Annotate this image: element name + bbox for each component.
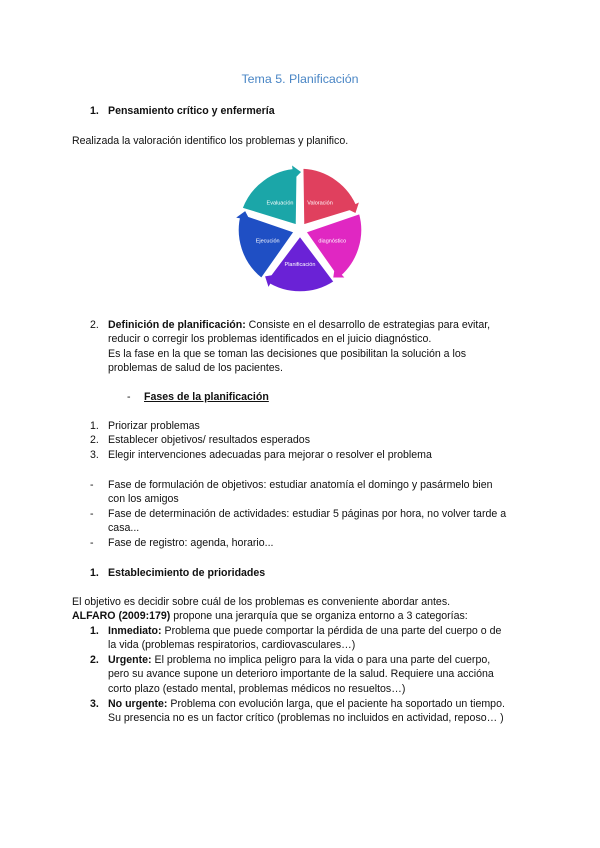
alfaro-reference: ALFARO (2009:179): [72, 610, 171, 622]
section-1-heading: Pensamiento crítico y enfermería: [108, 105, 275, 117]
alfaro-text: propone una jerarquía que se organiza entorno a 3 categorías:: [170, 610, 468, 622]
step-3-text: Elegir intervenciones adecuadas para mejorar o resolver el problema: [108, 449, 432, 461]
step-2-number: 2.: [90, 434, 99, 446]
priority-3-text: Problema con evolución larga, que el paciente ha soportado un tiempo.: [167, 698, 505, 710]
dash-item-2-line-1: Fase de determinación de actividades: estudiar 5 páginas por hora, no volver tarde a: [108, 508, 507, 520]
step-3-number: 3.: [90, 449, 99, 461]
cycle-label-valoracion: Valoración: [307, 200, 333, 207]
priority-2-number: 2.: [90, 654, 99, 666]
page-title: Tema 5. Planificación: [241, 72, 359, 86]
cycle-label-evaluacion: Evaluación: [266, 200, 294, 207]
priority-2-text: El problema no implica peligro para la vida o para una parte del cuerpo,: [151, 654, 491, 666]
priority-1-line-2: la vida (problemas respiratorios, cardiovasculares…): [108, 639, 356, 651]
section-2-number: 2.: [90, 319, 99, 331]
priority-3-line-1: [108, 697, 505, 711]
definition-line-2: reducir o corregir los problemas identificados en el juicio diagnóstico.: [108, 333, 432, 345]
priority-2-line-2: pero su avance supone un deterioro importante de la salud. Requiere una accióna: [108, 668, 494, 680]
cycle-label-planificacion: Planificación: [284, 262, 316, 268]
fases-heading: Fases de la planificación: [144, 391, 269, 403]
cycle-label-ejecucion: Ejecución: [255, 238, 280, 245]
fases-bullet: -: [127, 391, 131, 403]
dash-item-3-line-1: Fase de registro: agenda, horario...: [108, 537, 274, 549]
planning-cycle-diagram: [228, 160, 372, 296]
cycle-label-diagnostico: diagnóstico: [318, 238, 347, 245]
definition-line-1: [108, 318, 490, 332]
alfaro-line: [72, 609, 468, 623]
dash-bullet-3: -: [90, 537, 94, 549]
priority-3-number: 3.: [90, 698, 99, 710]
objective-text: El objetivo es decidir sobre cuál de los problemas es conveniente abordar antes.: [72, 596, 451, 608]
dash-item-1-line-1: Fase de formulación de objetivos: estudiar anatomía el domingo y pasármelo bien: [108, 479, 493, 491]
priority-3-line-2: Su presencia no es un factor crítico (problemas no incluidos en actividad, reposo… ): [108, 712, 504, 724]
definition-line-4: problemas de salud de los pacientes.: [108, 362, 283, 374]
priority-1-line-1: [108, 624, 501, 638]
dash-item-1-line-2: con los amigos: [108, 493, 179, 505]
definition-text: Consiste en el desarrollo de estrategias para evitar,: [245, 319, 491, 331]
priority-2-term: Urgente:: [108, 654, 152, 666]
dash-bullet-1: -: [90, 479, 94, 491]
priority-1-number: 1.: [90, 625, 99, 637]
step-1-text: Priorizar problemas: [108, 420, 200, 432]
priority-1-term: Inmediato:: [108, 625, 162, 637]
step-1-number: 1.: [90, 420, 99, 432]
section-1-number: 1.: [90, 105, 99, 117]
priority-1-text: Problema que puede comportar la pérdida de una parte del cuerpo o de: [161, 625, 502, 637]
dash-item-2-line-2: casa...: [108, 522, 140, 534]
section-3-number: 1.: [90, 567, 99, 579]
priority-3-term: No urgente:: [108, 698, 168, 710]
step-2-text: Establecer objetivos/ resultados esperados: [108, 434, 310, 446]
section-3-heading: Establecimiento de prioridades: [108, 567, 266, 579]
priority-2-line-3: corto plazo (estado mental, problemas médicos no resueltos…): [108, 683, 406, 695]
definition-line-3: Es la fase en la que se toman las decisiones que posibilitan la solución a los: [108, 348, 467, 360]
intro-text: Realizada la valoración identifico los problemas y planifico.: [72, 135, 349, 147]
dash-bullet-2: -: [90, 508, 94, 520]
definition-term: Definición de planificación:: [108, 319, 246, 331]
priority-2-line-1: [108, 653, 490, 667]
